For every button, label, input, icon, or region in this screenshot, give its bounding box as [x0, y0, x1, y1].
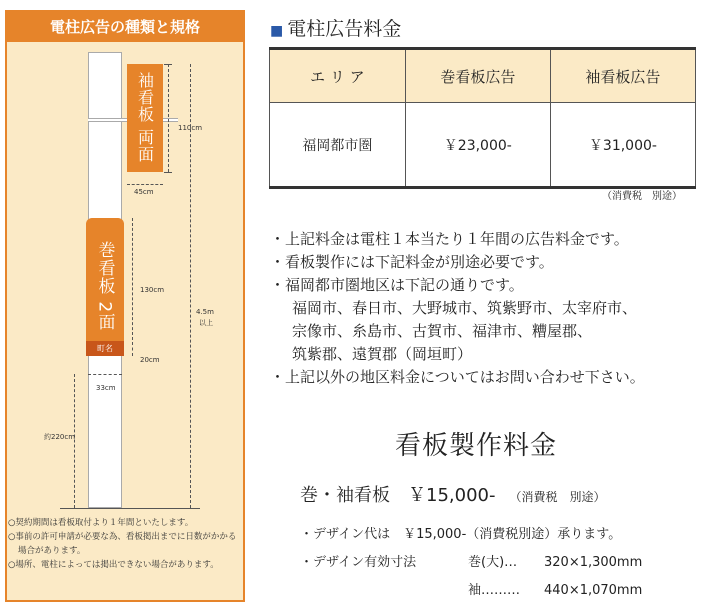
bullet-item: ・看板製作には下記料金が別途必要です。 — [270, 253, 554, 271]
dim-line-sode-height — [168, 64, 169, 172]
header-area: エ リ ア — [270, 49, 406, 103]
spec-title: 電柱広告の種類と規格 — [7, 12, 243, 42]
manufacturing-price: 巻・袖看板 ￥15,000- （消費税 別途） — [300, 485, 606, 506]
area-list-line: 筑紫郡、遠賀郡（岡垣町） — [292, 345, 473, 363]
dim-line-name-height — [132, 342, 133, 356]
manufacturing-tax: （消費税 別途） — [509, 490, 606, 504]
ground-line — [60, 508, 200, 509]
dim-tick — [164, 64, 172, 65]
bullet-item: ・福岡都市圏地区は下記の通りです。 — [270, 276, 524, 294]
dim-maki-width: 33cm — [96, 384, 116, 392]
dim-name-height: 20cm — [140, 356, 160, 364]
maki-name-plate: 町名 — [86, 341, 124, 356]
design-size-label: ・デザイン有効寸法 — [300, 555, 417, 570]
dim-maki-height: 130cm — [140, 286, 165, 294]
cell-area: 福岡都市圏 — [270, 103, 406, 188]
design-size-row — [300, 549, 642, 577]
dim-total-height: 4.5m — [196, 308, 214, 316]
bullet-item: ・上記料金は電柱１本当たり１年間の広告料金です。 — [270, 230, 629, 248]
table-header-row — [270, 49, 696, 103]
dim-ground: 約220cm — [44, 433, 76, 441]
design-size-row — [300, 577, 642, 605]
dim-line-total — [190, 64, 191, 508]
cell-sode-price: ￥31,000- — [550, 103, 695, 188]
dim-total-suffix: 以上 — [199, 319, 213, 327]
square-bullet-icon: ■ — [270, 23, 284, 39]
area-list-line: 福岡市、春日市、大野城市、筑紫野市、太宰府市、 — [292, 299, 638, 317]
note-item: ○場所、電柱によっては掲出できない場合があります。 — [8, 560, 219, 570]
bullet-item: ・上記以外の地区料金についてはお問い合わせ下さい。 — [270, 368, 645, 386]
note-item: ○事前の許可申請が必要な為、看板掲出までに日数がかかる場合があります。 — [8, 532, 237, 556]
dim-sode-width: 45cm — [134, 188, 154, 196]
note-item: ○契約期間は看板取付より１年間といたします。 — [8, 518, 194, 528]
manufacturing-title: 看板製作料金 — [395, 431, 558, 461]
header-sode: 袖看板広告 — [550, 49, 695, 103]
size-maki-label: 巻(大)… — [468, 555, 518, 570]
area-list-line: 宗像市、糸島市、古賀市、福津市、糟屋郡、 — [292, 322, 593, 340]
table-row — [270, 103, 696, 188]
contract-notes — [8, 516, 238, 572]
maki-sign: 巻看板 2面 — [86, 218, 124, 354]
dim-line-maki-width — [88, 374, 122, 375]
size-maki-value: 320×1,300mm — [544, 555, 643, 570]
section-title: ■ 電柱広告料金 — [270, 18, 402, 40]
design-notes — [300, 521, 642, 605]
size-sode-label: 袖……… — [468, 583, 521, 598]
dim-line-sode-width — [127, 184, 163, 185]
dim-tick — [164, 172, 172, 173]
sode-sign: 袖看板 両面 — [127, 64, 163, 172]
spec-panel — [5, 10, 245, 602]
tax-note: （消費税 別途） — [602, 191, 682, 202]
dim-line-maki-height — [132, 218, 133, 340]
header-maki: 巻看板広告 — [405, 49, 550, 103]
design-fee: ・デザイン代は ￥15,000-（消費税別途）承ります。 — [300, 527, 622, 542]
price-table — [269, 47, 696, 189]
cell-maki-price: ￥23,000- — [405, 103, 550, 188]
size-sode-value: 440×1,070mm — [544, 583, 643, 598]
dim-sode-height: 110cm — [178, 124, 203, 132]
info-bullets — [270, 228, 645, 389]
